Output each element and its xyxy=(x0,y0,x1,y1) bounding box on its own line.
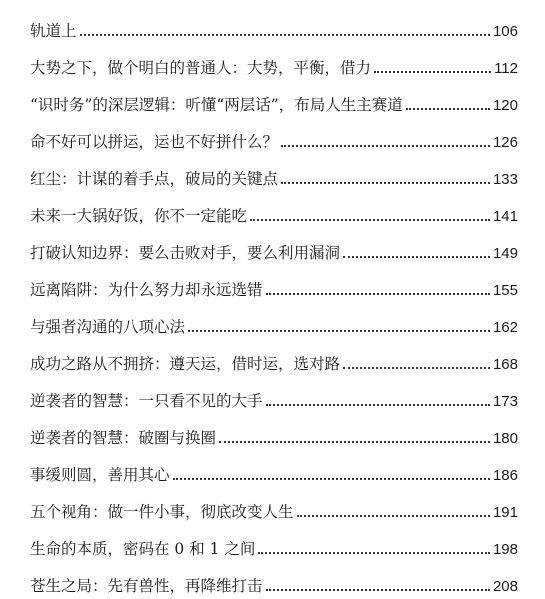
toc-entry-page: 173 xyxy=(492,393,518,410)
toc-entry-title: 成功之路从不拥挤：遵天运，借时运，选对路 xyxy=(30,354,341,373)
toc-entry-title: 事缓则圆，善用其心 xyxy=(30,465,170,484)
toc-entry-title: 逆袭者的智慧：一只看不见的大手 xyxy=(30,391,263,410)
toc-entry[interactable] xyxy=(30,116,518,153)
dot-leader xyxy=(374,71,491,73)
dot-leader xyxy=(250,219,490,221)
dot-leader xyxy=(281,182,490,184)
toc-entry[interactable] xyxy=(30,338,518,375)
dot-leader xyxy=(258,552,490,554)
toc-entry-title: 打破认知边界：要么击败对手，要么利用漏洞 xyxy=(30,243,341,262)
toc-entry-page: 191 xyxy=(492,504,518,521)
toc-entry-page: 149 xyxy=(492,245,518,262)
toc-entry-title: 苍生之局：先有兽性，再降维打击 xyxy=(30,576,263,595)
toc-entry[interactable] xyxy=(30,412,518,449)
toc-entry-title: 大势之下，做个明白的普通人：大势，平衡，借力 xyxy=(30,58,372,77)
toc-entry-title: 未来一大锅好饭，你不一定能吃 xyxy=(30,206,248,225)
toc-entry[interactable] xyxy=(30,190,518,227)
toc-entry[interactable] xyxy=(30,523,518,560)
toc-entry-title: “识时务”的深层逻辑：听懂“两层话”，布局人生主赛道 xyxy=(30,95,403,114)
toc-entry[interactable] xyxy=(30,227,518,264)
toc-entry-page: 126 xyxy=(492,134,518,151)
toc-entry-page: 120 xyxy=(492,97,518,114)
table-of-contents xyxy=(30,5,518,597)
dot-leader xyxy=(406,108,490,110)
toc-entry-page: 198 xyxy=(492,541,518,558)
toc-entry-page: 133 xyxy=(492,171,518,188)
toc-entry[interactable] xyxy=(30,449,518,486)
dot-leader xyxy=(266,293,490,295)
toc-entry-title: 与强者沟通的八项心法 xyxy=(30,317,186,336)
dot-leader xyxy=(80,34,490,36)
toc-entry[interactable] xyxy=(30,301,518,338)
toc-entry[interactable] xyxy=(30,375,518,412)
dot-leader xyxy=(188,330,490,332)
toc-entry-page: 168 xyxy=(492,356,518,373)
toc-entry-title: 五个视角：做一件小事，彻底改变人生 xyxy=(30,502,294,521)
toc-entry-title: 逆袭者的智慧：破圈与换圈 xyxy=(30,428,217,447)
toc-entry[interactable] xyxy=(30,42,518,79)
dot-leader xyxy=(173,478,490,480)
toc-entry-page: 162 xyxy=(492,319,518,336)
dot-leader xyxy=(343,256,490,258)
dot-leader xyxy=(297,515,490,517)
dot-leader xyxy=(219,441,490,443)
toc-entry[interactable] xyxy=(30,153,518,190)
toc-entry[interactable] xyxy=(30,79,518,116)
toc-entry-page: 208 xyxy=(492,578,518,595)
dot-leader xyxy=(343,367,490,369)
toc-entry-title: 生命的本质，密码在 0 和 1 之间 xyxy=(30,539,256,558)
toc-entry-title: 远离陷阱：为什么努力却永远选错 xyxy=(30,280,263,299)
toc-entry[interactable] xyxy=(30,560,518,597)
toc-entry-page: 180 xyxy=(492,430,518,447)
toc-entry-page: 112 xyxy=(494,60,518,77)
toc-entry-page: 141 xyxy=(492,208,518,225)
toc-entry-title: 红尘：计谋的着手点，破局的关键点 xyxy=(30,169,279,188)
toc-entry-title: 轨道上 xyxy=(30,21,77,40)
dot-leader xyxy=(266,589,490,591)
toc-entry-page: 155 xyxy=(492,282,518,299)
toc-entry[interactable] xyxy=(30,486,518,523)
toc-entry-page: 106 xyxy=(492,23,518,40)
toc-entry[interactable] xyxy=(30,264,518,301)
dot-leader xyxy=(281,145,490,147)
toc-entry[interactable] xyxy=(30,5,518,42)
dot-leader xyxy=(266,404,490,406)
toc-entry-page: 186 xyxy=(492,467,518,484)
toc-entry-title: 命不好可以拼运，运也不好拼什么？ xyxy=(30,132,279,151)
